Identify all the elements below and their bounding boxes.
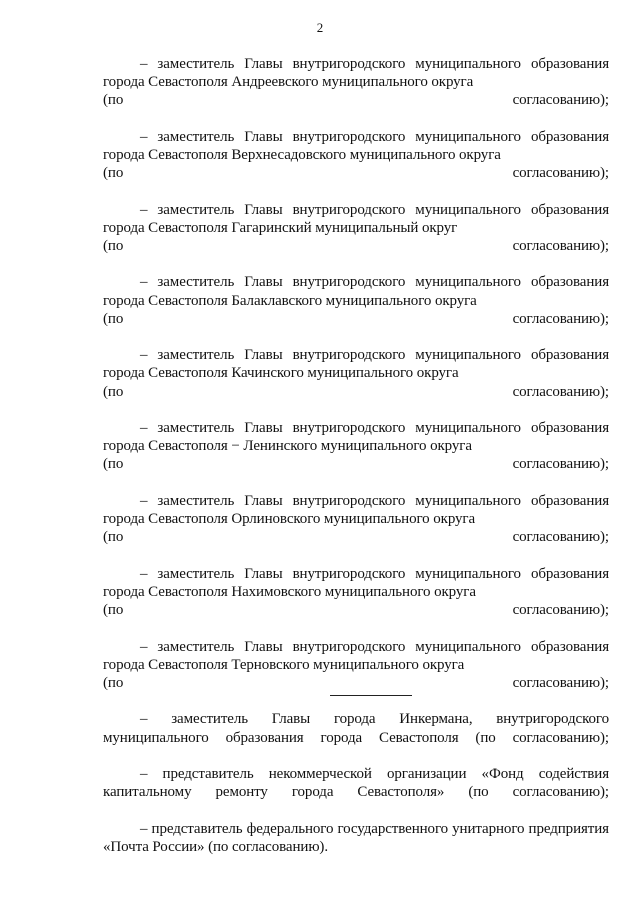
list-item-line-3: (по согласованию); (103, 674, 609, 691)
list-item-line-3: (по согласованию); (103, 602, 609, 619)
list-item-line-3: (по согласованию); (103, 165, 609, 182)
list-item-line-1: – заместитель Главы внутригородского муниципального образования (140, 420, 609, 437)
list-item (103, 638, 609, 711)
list-item-line-1: – заместитель Главы внутригородского муниципального образования (140, 274, 609, 291)
list-item (103, 565, 609, 638)
list-item-line-1: – заместитель Главы внутригородского муниципального образования (140, 56, 609, 72)
list-item-line-2: города Севастополя − Ленинского муниципального округа (103, 438, 472, 455)
list-item-line-2: города Севастополя Терновского муниципального округа (103, 656, 465, 673)
page-number: 2 (316, 20, 324, 35)
list-item-line-1: – заместитель Главы внутригородского муниципального образования (140, 201, 609, 218)
list-item (103, 346, 609, 419)
list-item (103, 710, 609, 765)
list-item-line-2: города Севастополя Нахимовского муниципального округа (103, 583, 476, 600)
list-item-line-2: города Севастополя Андреевского муниципального округа (103, 74, 474, 91)
list-item-line-1: – представитель некоммерческой организации «Фонд содействия (140, 765, 609, 782)
list-item-line-3: (по согласованию); (103, 238, 609, 255)
list-item-line-2: города Севастополя Верхнесадовского муниципального округа (103, 147, 501, 164)
list-item (103, 419, 609, 492)
list-item (103, 273, 609, 346)
list-item (103, 201, 609, 274)
list-item (103, 820, 609, 856)
list-item-line-1: – заместитель Главы внутригородского муниципального образования (140, 347, 609, 364)
list-item-line-1: – заместитель Главы внутригородского муниципального образования (140, 638, 609, 655)
list-item-line-1: – заместитель Главы внутригородского муниципального образования (140, 128, 609, 145)
list-item-line-2: капитальному ремонту города Севастополя» (по согласованию); (103, 784, 609, 801)
list-item-line-1: – заместитель Главы внутригородского муниципального образования (140, 565, 609, 582)
list-item-line-3: (по согласованию); (103, 92, 609, 109)
list-item (103, 765, 609, 820)
list-item-line-2: муниципального образования города Севастополя (по согласованию); (103, 729, 609, 746)
member-list (103, 55, 609, 856)
list-item-line-2: предприятия «Почта России» (по согласованию). (103, 820, 609, 855)
list-item-line-2: города Севастополя Балаклавского муниципального округа (103, 292, 477, 309)
list-item (103, 128, 609, 201)
list-item (103, 55, 609, 128)
list-item-line-3: (по согласованию); (103, 529, 609, 546)
list-item (103, 492, 609, 565)
list-item-line-3: (по согласованию); (103, 383, 609, 400)
list-item-line-2: города Севастополя Гагаринский муниципальный округ (103, 219, 458, 236)
list-item-line-1: – заместитель Главы города Инкермана, внутригородского (140, 711, 609, 728)
list-item-line-1: – заместитель Главы внутригородского муниципального образования (140, 492, 609, 509)
list-item-line-2: города Севастополя Качинского муниципального округа (103, 365, 459, 382)
list-item-line-2: города Севастополя Орлиновского муниципального округа (103, 511, 476, 528)
end-separator-line (330, 695, 412, 696)
list-item-line-1: – представитель федерального государственного унитарного (140, 820, 525, 837)
list-item-line-3: (по согласованию); (103, 456, 609, 473)
list-item-line-3: (по согласованию); (103, 310, 609, 327)
